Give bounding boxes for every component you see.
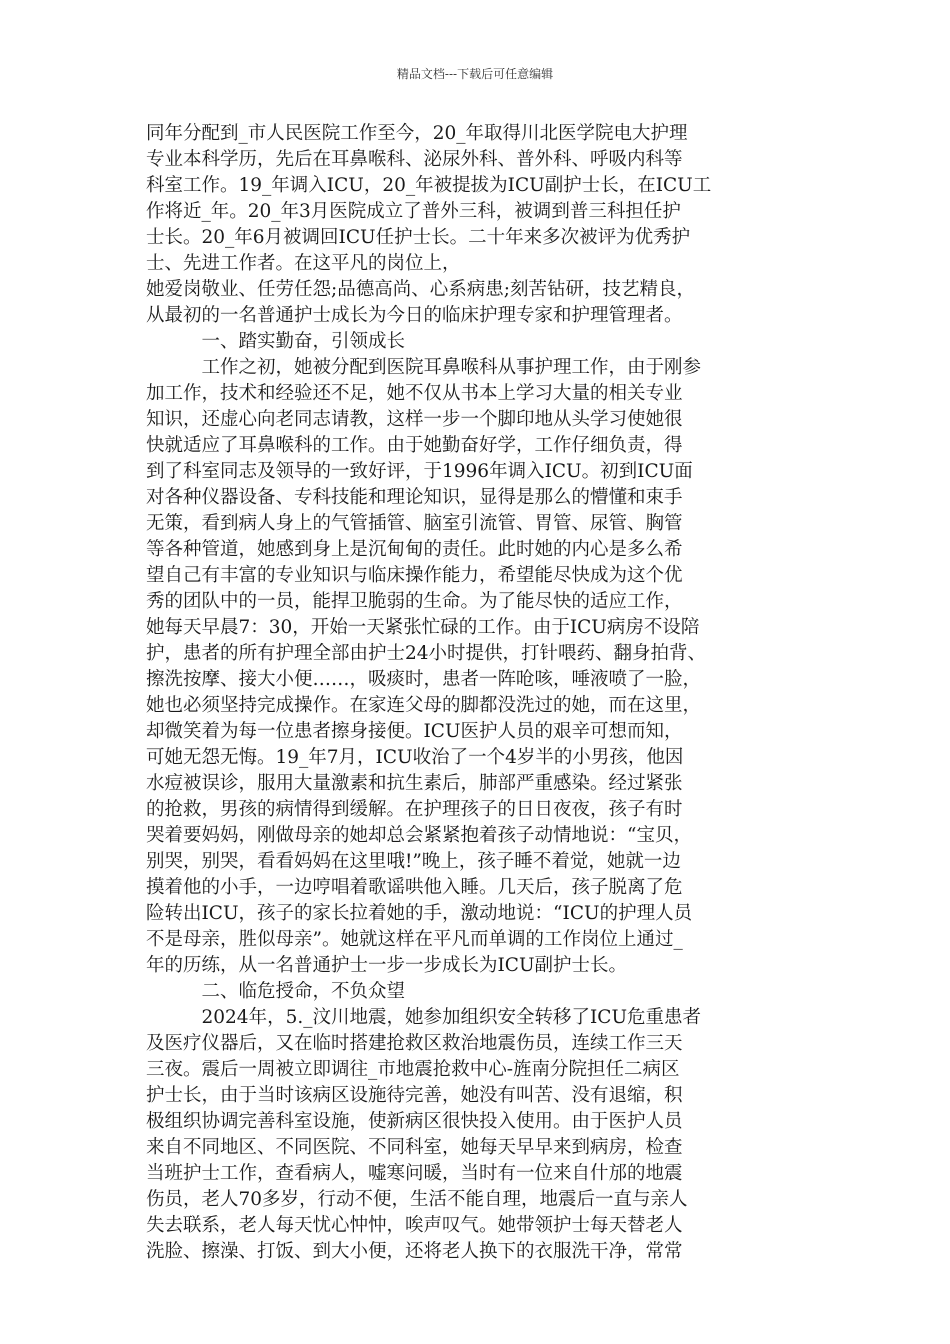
text-line: 护，患者的所有护理全部由护士24小时提供，打针喂药、翻身拍背、	[146, 643, 707, 664]
text-line: 不是母亲，胜似母亲”。她就这样在平凡而单调的工作岗位上通过_	[146, 929, 683, 950]
text-line: 的抢救，男孩的病情得到缓解。在护理孩子的日日夜夜，孩子有时	[146, 799, 683, 820]
text-line: 水痘被误诊，服用大量激素和抗生素后，肺部严重感染。经过紧张	[146, 773, 683, 794]
text-line: 擦洗按摩、接大小便……，吸痰时，患者一阵呛咳，唾液喷了一脸，	[146, 669, 702, 690]
text-line: 等各种管道，她感到身上是沉甸甸的责任。此时她的内心是多么希	[146, 539, 683, 560]
text-line: 护士长，由于当时该病区设施待完善，她没有叫苦、没有退缩，积	[146, 1085, 683, 1106]
text-line: 险转出ICU，孩子的家长拉着她的手，激动地说：“ICU的护理人员	[146, 903, 693, 924]
text-line: 工作之初，她被分配到医院耳鼻喉科从事护理工作，由于刚参	[146, 357, 702, 378]
text-line: 从最初的一名普通护士成长为今日的临床护理专家和护理管理者。	[146, 305, 683, 326]
text-line: 洗脸、擦澡、打饭、到大小便，还将老人换下的衣服洗干净，常常	[146, 1241, 683, 1262]
text-line: 到了科室同志及领导的一致好评，于1996年调入ICU。初到ICU面	[146, 461, 693, 482]
text-line: 秀的团队中的一员，能捍卫脆弱的生命。为了能尽快的适应工作，	[146, 591, 683, 612]
text-line: 知识，还虚心向老同志请教，这样一步一个脚印地从头学习使她很	[146, 409, 683, 430]
text-line: 年的历练，从一名普通护士一步一步成长为ICU副护士长。	[146, 955, 628, 976]
section-heading: 一、踏实勤奋，引领成长	[146, 331, 406, 352]
text-line: 士、先进工作者。在这平凡的岗位上，	[146, 253, 461, 274]
text-line: 失去联系，老人每天忧心忡忡，唉声叹气。她带领护士每天替老人	[146, 1215, 683, 1236]
text-line: 同年分配到_市人民医院工作至今，20_年取得川北医学院电大护理	[146, 123, 688, 144]
page-header: 精品文档---下载后可任意编辑	[396, 67, 554, 81]
text-line: 别哭，别哭，看看妈妈在这里哦!”晚上，孩子睡不着觉，她就一边	[146, 851, 681, 872]
section-heading: 二、临危授命，不负众望	[146, 981, 406, 1002]
text-line: 士长。20_年6月被调回ICU任护士长。二十年来多次被评为优秀护	[146, 227, 691, 248]
text-line: 她爱岗敬业、任劳任怨;品德高尚、心系病患;刻苦钻研，技艺精良，	[146, 279, 695, 300]
text-line: 望自己有丰富的专业知识与临床操作能力，希望能尽快成为这个优	[146, 565, 683, 586]
text-line: 伤员，老人70多岁，行动不便，生活不能自理，地震后一直与亲人	[146, 1189, 688, 1210]
document-body	[146, 121, 826, 1265]
text-line: 快就适应了耳鼻喉科的工作。由于她勤奋好学，工作仔细负责，得	[146, 435, 683, 456]
text-line: 三夜。震后一周被立即调往_市地震抢救中心-旌南分院担任二病区	[146, 1059, 680, 1080]
text-line: 及医疗仪器后，又在临时搭建抢救区救治地震伤员，连续工作三天	[146, 1033, 683, 1054]
text-line: 摸着他的小手，一边哼唱着歌谣哄他入睡。几天后，孩子脱离了危	[146, 877, 683, 898]
text-line: 她每天早晨7：30，开始一天紧张忙碌的工作。由于ICU病房不设陪	[146, 617, 700, 638]
text-line: 极组织协调完善科室设施，使新病区很快投入使用。由于医护人员	[146, 1111, 683, 1132]
text-line: 加工作，技术和经验还不足，她不仅从书本上学习大量的相关专业	[146, 383, 683, 404]
text-line: 无策，看到病人身上的气管插管、脑室引流管、胃管、尿管、胸管	[146, 513, 683, 534]
text-line: 她也必须坚持完成操作。在家连父母的脚都没洗过的她，而在这里，	[146, 695, 702, 716]
text-line: 对各种仪器设备、专科技能和理论知识，显得是那么的懵懂和束手	[146, 487, 683, 508]
text-line: 当班护士工作，查看病人，嘘寒问暖，当时有一位来自什邡的地震	[146, 1163, 683, 1184]
text-line: 哭着要妈妈，刚做母亲的她却总会紧紧抱着孩子动情地说：“宝贝，	[146, 825, 692, 846]
text-line: 来自不同地区、不同医院、不同科室，她每天早早来到病房，检查	[146, 1137, 683, 1158]
text-line: 却微笑着为每一位患者擦身接便。ICU医护人员的艰辛可想而知，	[146, 721, 683, 742]
text-line: 专业本科学历，先后在耳鼻喉科、泌尿外科、普外科、呼吸内科等	[146, 149, 683, 170]
text-line: 可她无怨无悔。19_年7月，ICU收治了一个4岁半的小男孩，他因	[146, 747, 684, 768]
text-line: 作将近_年。20_年3月医院成立了普外三科，被调到普三科担任护	[146, 201, 681, 222]
text-line: 科室工作。19_年调入ICU，20_年被提拔为ICU副护士长，在ICU工	[146, 175, 712, 196]
text-line: 2024年，5._汶川地震，她参加组织安全转移了ICU危重患者	[146, 1007, 702, 1028]
